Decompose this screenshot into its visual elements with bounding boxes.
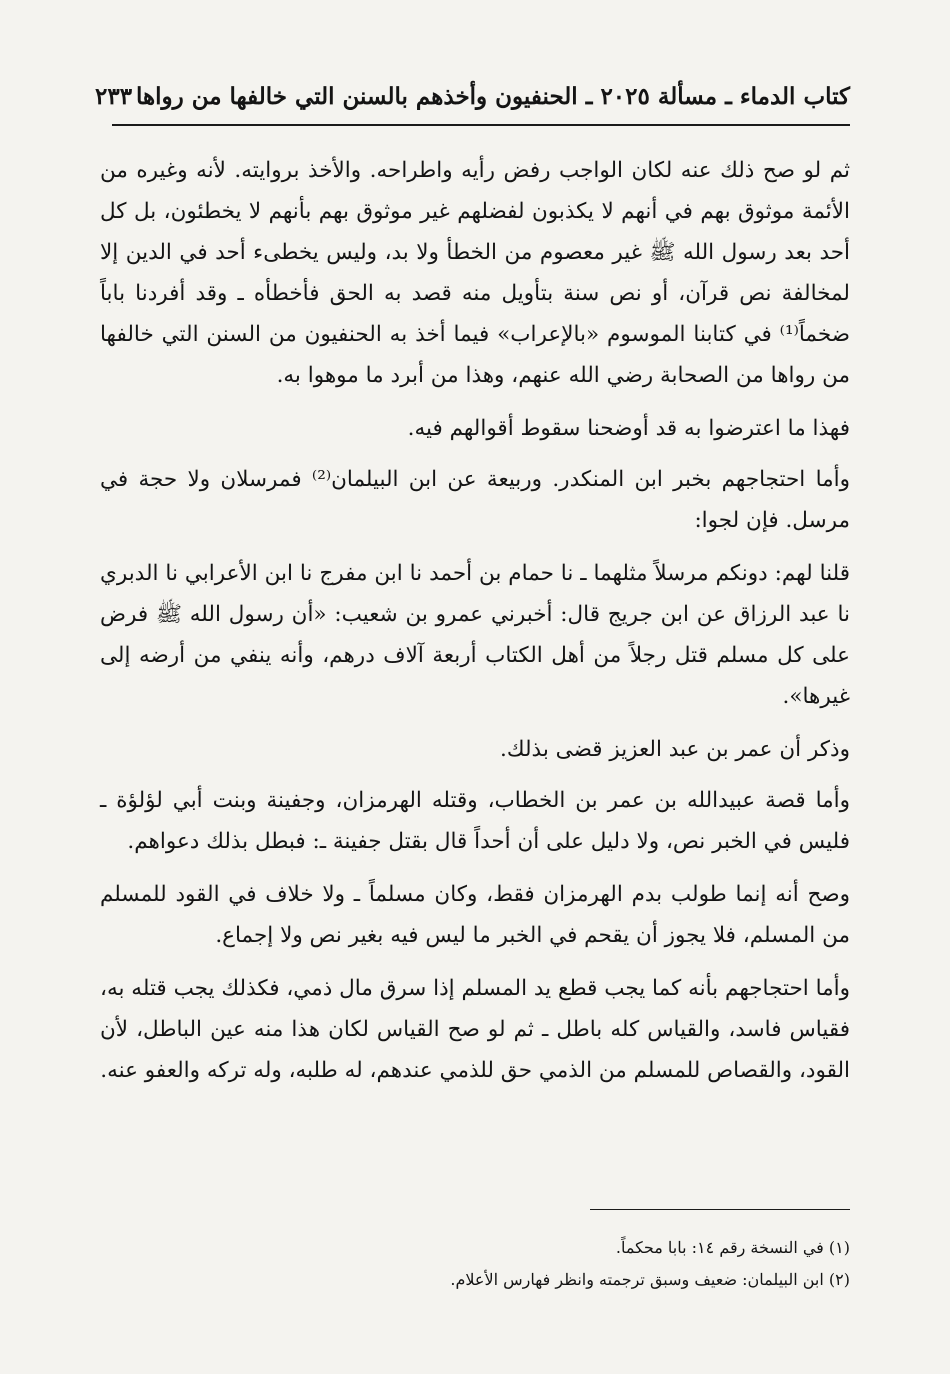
footnote: (٢) ابن البيلمان: ضعيف وسبق ترجمته وانظر فهارس الأعلام. [450,1270,850,1289]
footnote-divider [590,1209,850,1210]
page-number: ٢٣٣ [95,82,133,110]
paragraph: وأما احتجاجهم بأنه كما يجب قطع يد المسلم إذا سرق مال ذمي، فكذلك يجب قتله به، فقياس فاسد، والقياس كله باطل ـ ثم لو صح القياس لكان هذا منه عين الباطل، لأن القود، والقصاص للمسلم من الذمي حق للذمي عندهم، له طلبه، وله تركه والعفو عنه. [100,976,850,1083]
header-divider [112,124,850,126]
main-text [100,150,850,1101]
running-title: كتاب الدماء ـ مسألة ٢٠٢٥ ـ الحنفيون وأخذهم بالسنن التي خالفها من رواها [135,82,850,110]
footnotes [100,1232,850,1296]
paragraph: فهذا ما اعترضوا به قد أوضحنا سقوط أقوالهم فيه. [407,416,850,441]
paragraph: وأما قصة عبيدالله بن عمر بن الخطاب، وقتله الهرمزان، وجفينة وبنت أبي لؤلؤة ـ فليس في الخبر نص، ولا دليل على أن أحداً قال بقتل جفينة ـ: فبطل بذلك دعواهم. [100,788,850,854]
footnote: (١) في النسخة رقم ١٤: بابا محكماً. [615,1238,850,1257]
paragraph: وصح أنه إنما طولب بدم الهرمزان فقط، وكان مسلماً ـ ولا خلاف في القود للمسلم من المسلم، فلا يجوز أن يقحم في الخبر ما ليس فيه بغير نص ولا إجماع. [100,882,850,948]
paragraph: ثم لو صح ذلك عنه لكان الواجب رفض رأيه واطراحه. والأخذ بروايته. لأنه وغيره من الأئمة موثوق بهم في أنهم لا يكذبون لفضلهم غير موثوق بهم بأنهم لا يخطئون، بل كل أحد بعد رسول الله ﷺ غير معصوم من الخطأ ولا بد، وليس يخطىء أحد في الدين إلا لمخالفة نص قرآن، أو نص سنة بتأويل منه قصد به الحق فأخطأه ـ وقد أفردنا باباً ضخماً⁽¹⁾ في كتابنا الموسوم «بالإعراب» فيما أخذ به الحنفيون من السنن التي خالفها من رواها من الصحابة رضي الله عنهم، وهذا من أبرد ما موهوا به. [100,158,850,388]
paragraph: قلنا لهم: دونكم مرسلاً مثلهما ـ نا حمام بن أحمد نا ابن مفرج نا ابن الأعرابي نا الدبري نا عبد الرزاق عن ابن جريج قال: أخبرني عمرو بن شعيب: «أن رسول الله ﷺ فرض على كل مسلم قتل رجلاً من أهل الكتاب أربعة آلاف درهم، وأنه ينفي من أرضه إلى غيرها». [100,561,850,709]
page-header [95,78,850,114]
paragraph: وذكر أن عمر بن عبد العزيز قضى بذلك. [500,737,850,762]
paragraph: وأما احتجاجهم بخبر ابن المنكدر. وربيعة عن ابن البيلمان⁽²⁾ فمرسلان ولا حجة في مرسل. فإن لجوا: [100,467,851,533]
